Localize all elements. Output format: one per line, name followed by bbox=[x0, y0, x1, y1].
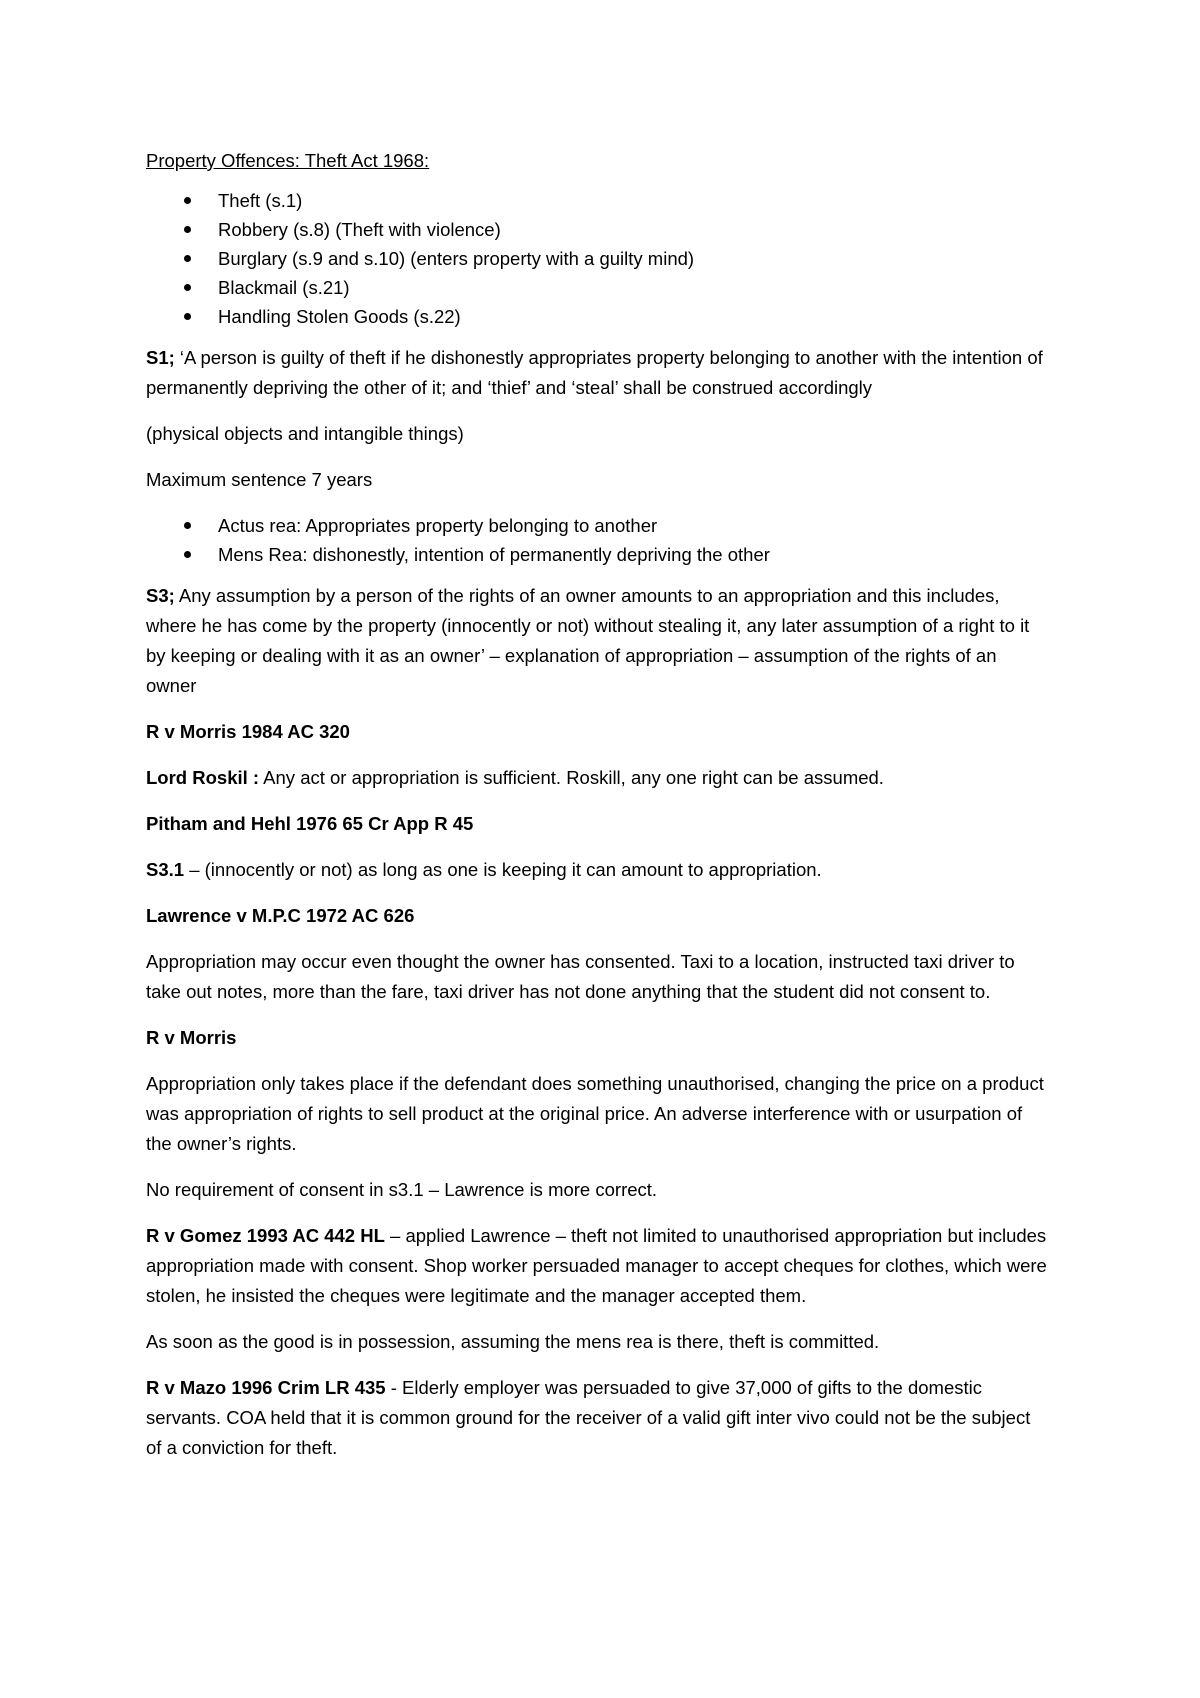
s3-1-text: – (innocently or not) as long as one is keeping it can amount to appropriation. bbox=[184, 859, 822, 880]
s3-1-label: S3.1 bbox=[146, 859, 185, 880]
roskil-label: Lord Roskil : bbox=[146, 767, 260, 788]
case-heading-morris: R v Morris bbox=[146, 1027, 237, 1048]
s3-1-paragraph bbox=[146, 855, 1050, 885]
list-item: Actus rea: Appropriates property belonging to another bbox=[218, 511, 1050, 540]
page-title: Property Offences: Theft Act 1968: bbox=[146, 150, 430, 171]
gomez-text: – applied Lawrence – theft not limited to unauthorised appropriation but includes appropriation made with consent. Shop worker persuaded manager to accept cheques for clothes, which were stolen, he insisted the cheques were legitimate and the manager accepted them. bbox=[146, 1225, 1047, 1306]
roskil-text: Any act or appropriation is sufficient. Roskill, any one right can be assumed. bbox=[259, 767, 884, 788]
case-heading-morris-1984: R v Morris 1984 AC 320 bbox=[146, 721, 350, 742]
roskil-paragraph bbox=[146, 763, 1050, 793]
lawrence-paragraph: Appropriation may occur even thought the owner has consented. Taxi to a location, instructed taxi driver to take out notes, more than the fare, taxi driver has not done anything that the student did not consent to. bbox=[146, 951, 1015, 1002]
offences-list bbox=[146, 186, 1050, 331]
s3-text: Any assumption by a person of the rights of an owner amounts to an appropriation and this includes, where he has come by the property (innocently or not) without stealing it, any later assumption of a right to it by keeping or dealing with it as an owner’ – explanation of appropriation – assumption of the rights of an owner bbox=[146, 585, 1030, 696]
s1-text: ‘A person is guilty of theft if he dishonestly appropriates property belonging to another with the intention of permanently depriving the other of it; and ‘thief’ and ‘steal’ shall be construed accordingly bbox=[146, 347, 1043, 398]
s1-note: (physical objects and intangible things) bbox=[146, 423, 464, 444]
gomez-label: R v Gomez 1993 AC 442 HL bbox=[146, 1225, 385, 1246]
mazo-text: - Elderly employer was persuaded to give 37,000 of gifts to the domestic servants. COA held that it is common ground for the receiver of a valid gift inter vivo could not be the subject of a conviction for theft. bbox=[146, 1377, 1031, 1458]
case-heading-pitham: Pitham and Hehl 1976 65 Cr App R 45 bbox=[146, 813, 474, 834]
list-item: Robbery (s.8) (Theft with violence) bbox=[218, 215, 1050, 244]
mazo-paragraph bbox=[146, 1373, 1050, 1463]
case-heading-lawrence: Lawrence v M.P.C 1972 AC 626 bbox=[146, 905, 415, 926]
s1-label: S1; bbox=[146, 347, 175, 368]
mazo-label: R v Mazo 1996 Crim LR 435 bbox=[146, 1377, 386, 1398]
s1-definition bbox=[146, 343, 1050, 403]
morris-paragraph: Appropriation only takes place if the defendant does something unauthorised, changing the price on a product was appropriation of rights to sell product at the original price. An adverse interference with or usurpation of the owner’s rights. bbox=[146, 1073, 1044, 1154]
elements-list bbox=[146, 511, 1050, 569]
gomez-paragraph bbox=[146, 1221, 1050, 1311]
consent-paragraph: No requirement of consent in s3.1 – Lawrence is more correct. bbox=[146, 1179, 658, 1200]
possession-paragraph: As soon as the good is in possession, assuming the mens rea is there, theft is committed. bbox=[146, 1331, 880, 1352]
s3-label: S3; bbox=[146, 585, 175, 606]
list-item: Handling Stolen Goods (s.22) bbox=[218, 302, 1050, 331]
list-item: Theft (s.1) bbox=[218, 186, 1050, 215]
list-item: Burglary (s.9 and s.10) (enters property with a guilty mind) bbox=[218, 244, 1050, 273]
list-item: Mens Rea: dishonestly, intention of permanently depriving the other bbox=[218, 540, 1050, 569]
list-item: Blackmail (s.21) bbox=[218, 273, 1050, 302]
max-sentence: Maximum sentence 7 years bbox=[146, 469, 373, 490]
s3-definition bbox=[146, 581, 1050, 701]
